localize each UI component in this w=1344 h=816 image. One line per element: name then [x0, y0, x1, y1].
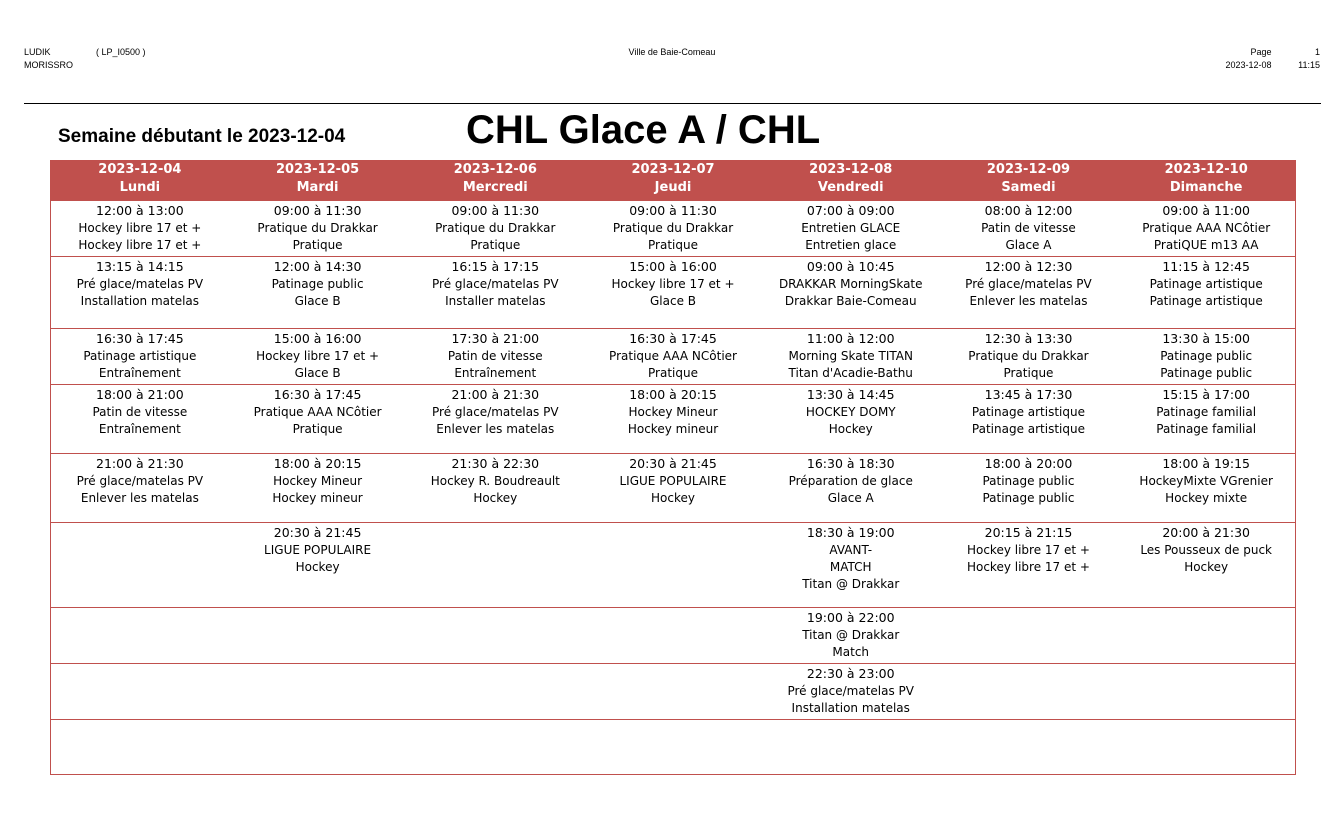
event-text: Pratique — [470, 237, 521, 252]
print-info — [1211, 46, 1320, 72]
schedule-cell — [584, 523, 762, 607]
schedule-cell — [940, 329, 1118, 384]
event-time: 15:00 à 16:00 — [629, 259, 717, 274]
event-time: 19:00 à 22:00 — [806, 610, 895, 625]
schedule-cell — [406, 329, 584, 384]
event-time: 08:00 à 12:00 — [984, 203, 1073, 218]
event-time: 18:30 à 19:00 — [806, 525, 895, 540]
schedule-row — [51, 719, 1295, 774]
event-time: 18:00 à 19:15 — [1162, 456, 1250, 471]
page-label: Page — [1250, 47, 1272, 57]
day-date: 2023-12-09 — [986, 162, 1071, 177]
event-time: 16:15 à 17:15 — [451, 259, 540, 274]
event-time: 18:00 à 21:00 — [96, 387, 184, 402]
schedule-cell — [406, 720, 584, 774]
event-text: Pratique AAA NCôtier — [609, 348, 737, 363]
schedule-cell — [762, 201, 940, 256]
schedule-cell — [406, 664, 584, 719]
day-name: Vendredi — [817, 180, 884, 195]
day-date: 2023-12-06 — [453, 162, 537, 177]
schedule-row — [51, 200, 1295, 256]
event-time: 15:00 à 16:00 — [273, 331, 362, 346]
day-header-mardi — [229, 160, 407, 200]
schedule-row — [51, 607, 1295, 663]
page-title: CHL Glace A / CHL — [466, 108, 821, 152]
event-text: Patinage familial — [1156, 421, 1257, 436]
event-text: DRAKKAR MorningSkate — [778, 276, 923, 291]
schedule-cell — [940, 385, 1118, 453]
schedule-cell — [762, 608, 940, 663]
event-text: Pratique du Drakkar — [435, 220, 556, 235]
day-date: 2023-12-08 — [809, 162, 893, 177]
day-header-lundi — [51, 160, 229, 200]
event-text: Pratique — [648, 237, 698, 252]
event-text: Glace B — [650, 293, 697, 308]
event-time: 12:30 à 13:30 — [984, 331, 1073, 346]
day-name: Lundi — [119, 180, 161, 195]
schedule-cell — [940, 454, 1118, 522]
schedule-row — [51, 256, 1295, 328]
report-code: ( LP_I0500 ) — [96, 47, 146, 57]
event-time: 09:00 à 11:30 — [273, 203, 362, 218]
event-text: LIGUE POPULAIRE — [619, 473, 727, 488]
event-time: 09:00 à 10:45 — [806, 259, 895, 274]
event-text: Patin de vitesse — [447, 348, 543, 363]
event-text: Hockey Mineur — [273, 473, 363, 488]
event-text: Pré glace/matelas PV — [76, 276, 204, 291]
event-text: Patinage public — [1160, 348, 1253, 363]
organization-name: Ville de Baie-Comeau — [628, 47, 716, 57]
schedule-cell — [940, 257, 1118, 328]
day-name: Samedi — [1001, 180, 1056, 195]
event-text: Pré glace/matelas PV — [432, 276, 559, 291]
day-header-samedi — [940, 160, 1118, 200]
event-text: HockeyMixte VGrenier — [1139, 473, 1273, 488]
schedule-cell — [406, 257, 584, 328]
schedule-cell — [51, 201, 229, 256]
event-time: 16:30 à 17:45 — [96, 331, 184, 346]
event-text: Pratique — [648, 365, 698, 380]
schedule-cell — [584, 257, 762, 328]
event-text: Hockey R. Boudreault — [430, 473, 560, 488]
schedule-cell — [1117, 329, 1295, 384]
schedule-cell — [51, 385, 229, 453]
event-text: Enlever les matelas — [80, 490, 199, 505]
schedule-cell — [51, 608, 229, 663]
event-time: 11:00 à 12:00 — [806, 331, 895, 346]
schedule-cell — [229, 201, 407, 256]
schedule-cell — [584, 385, 762, 453]
day-header-vendredi — [762, 160, 940, 200]
event-text: Entretien GLACE — [801, 220, 901, 235]
event-time: 21:30 à 22:30 — [451, 456, 540, 471]
event-text: Patinage familial — [1156, 404, 1257, 419]
event-text: Hockey Mineur — [628, 404, 718, 419]
schedule-cell — [51, 257, 229, 328]
schedule-cell — [584, 720, 762, 774]
event-text: Glace B — [294, 365, 341, 380]
schedule-cell — [940, 720, 1118, 774]
event-text: Entraînement — [98, 365, 181, 380]
schedule-cell — [1117, 454, 1295, 522]
event-text: Hockey — [1184, 559, 1229, 574]
event-time: 22:30 à 23:00 — [806, 666, 895, 681]
event-text: Hockey mineur — [627, 421, 719, 436]
event-time: 11:15 à 12:45 — [1162, 259, 1250, 274]
event-time: 13:30 à 15:00 — [1162, 331, 1250, 346]
schedule-row — [51, 328, 1295, 384]
schedule-cell — [229, 664, 407, 719]
schedule-cell — [229, 454, 407, 522]
day-date: 2023-12-07 — [631, 162, 715, 177]
schedule-cell — [229, 523, 407, 607]
event-text: Titan @ Drakkar — [802, 576, 900, 591]
schedule-row — [51, 522, 1295, 607]
schedule-cell — [940, 523, 1118, 607]
event-time: 18:00 à 20:15 — [273, 456, 362, 471]
event-text: Installer matelas — [445, 293, 546, 308]
event-time: 13:45 à 17:30 — [984, 387, 1073, 402]
event-time: 07:00 à 09:00 — [806, 203, 895, 218]
event-time: 09:00 à 11:00 — [1162, 203, 1250, 218]
event-text: Hockey libre 17 et + — [78, 220, 202, 235]
event-text: Patinage public — [271, 276, 364, 291]
event-time: 21:00 à 21:30 — [451, 387, 540, 402]
event-text: Pré glace/matelas PV — [787, 683, 915, 698]
event-text: PratiQUE m13 AA — [1153, 237, 1259, 252]
event-text: Hockey — [651, 490, 695, 505]
event-text: Hockey libre 17 et + — [256, 348, 380, 363]
schedule-cell — [1117, 664, 1295, 719]
event-time: 13:30 à 14:45 — [806, 387, 895, 402]
day-name: Dimanche — [1169, 180, 1243, 195]
event-text: Pratique AAA NCôtier — [253, 404, 382, 419]
event-text: Glace B — [294, 293, 341, 308]
event-text: Installation matelas — [80, 293, 200, 308]
schedule-cell — [1117, 608, 1295, 663]
event-text: Entraînement — [98, 421, 181, 436]
schedule-cell — [762, 385, 940, 453]
event-time: 13:15 à 14:15 — [96, 259, 184, 274]
event-time: 21:00 à 21:30 — [96, 456, 184, 471]
event-time: 09:00 à 11:30 — [451, 203, 540, 218]
day-date: 2023-12-10 — [1164, 162, 1248, 177]
schedule-cell — [51, 454, 229, 522]
schedule-grid — [50, 160, 1296, 775]
schedule-cell — [762, 329, 940, 384]
schedule-cell — [406, 385, 584, 453]
event-text: Patinage artistique — [83, 348, 197, 363]
event-text: Glace A — [1005, 237, 1052, 252]
event-time: 18:00 à 20:00 — [984, 456, 1073, 471]
event-text: Pré glace/matelas PV — [76, 473, 204, 488]
schedule-cell — [762, 454, 940, 522]
schedule-cell — [940, 608, 1118, 663]
event-text: HOCKEY DOMY — [805, 404, 896, 419]
event-text: Hockey mineur — [272, 490, 363, 505]
week-label: Semaine débutant le 2023-12-04 — [58, 126, 346, 147]
event-text: MATCH — [829, 559, 872, 574]
event-text: Les Pousseux de puck — [1140, 542, 1272, 557]
event-text: Enlever les matelas — [436, 421, 555, 436]
event-text: Entretien glace — [805, 237, 897, 252]
print-date: 2023-12-08 — [1225, 60, 1272, 70]
event-text: Hockey mixte — [1165, 490, 1248, 505]
event-time: 20:30 à 21:45 — [629, 456, 717, 471]
event-time: 20:30 à 21:45 — [273, 525, 362, 540]
schedule-cell — [1117, 385, 1295, 453]
event-time: 15:15 à 17:00 — [1162, 387, 1250, 402]
event-text: Glace A — [827, 490, 874, 505]
schedule-cell — [229, 257, 407, 328]
schedule-cell — [584, 329, 762, 384]
event-text: Hockey — [828, 421, 873, 436]
event-text: Préparation de glace — [788, 473, 913, 488]
event-text: Patinage public — [982, 490, 1075, 505]
event-time: 12:00 à 12:30 — [984, 259, 1073, 274]
event-time: 16:30 à 18:30 — [806, 456, 895, 471]
schedule-cell — [51, 523, 229, 607]
schedule-cell — [51, 329, 229, 384]
event-text: LIGUE POPULAIRE — [264, 542, 372, 557]
event-text: Hockey — [473, 490, 518, 505]
schedule-cell — [940, 201, 1118, 256]
schedule-row — [51, 663, 1295, 719]
schedule-cell — [51, 664, 229, 719]
event-time: 18:00 à 20:15 — [629, 387, 717, 402]
day-header-jeudi — [584, 160, 762, 200]
day-date: 2023-12-05 — [276, 162, 360, 177]
schedule-cell — [762, 257, 940, 328]
schedule-cell — [229, 608, 407, 663]
schedule-cell — [762, 664, 940, 719]
event-text: Pratique du Drakkar — [257, 220, 378, 235]
event-text: Patinage artistique — [971, 421, 1085, 436]
event-text: Pratique — [292, 237, 343, 252]
event-time: 12:00 à 13:00 — [96, 203, 184, 218]
user-line-2: MORISSRO — [24, 60, 74, 70]
event-text: AVANT- — [829, 542, 873, 557]
schedule-cell — [406, 201, 584, 256]
event-text: Entraînement — [454, 365, 537, 380]
event-text: Drakkar Baie-Comeau — [784, 293, 917, 308]
event-time: 16:30 à 17:45 — [629, 331, 717, 346]
event-time: 16:30 à 17:45 — [273, 387, 362, 402]
event-text: Pratique — [292, 421, 343, 436]
page-number: 1 — [1314, 47, 1320, 57]
schedule-cell — [584, 201, 762, 256]
day-name: Mercredi — [462, 180, 528, 195]
day-name: Mardi — [296, 180, 339, 195]
event-text: Titan d'Acadie-Bathu — [788, 365, 913, 380]
schedule-cell — [229, 329, 407, 384]
schedule-cell — [1117, 257, 1295, 328]
event-text: Morning Skate TITAN — [788, 348, 913, 363]
event-text: Enlever les matelas — [969, 293, 1088, 308]
event-text: Hockey libre 17 et + — [611, 276, 735, 291]
event-text: Patinage public — [982, 473, 1075, 488]
day-header-mercredi — [406, 160, 584, 200]
event-text: Pratique du Drakkar — [612, 220, 734, 235]
event-text: Installation matelas — [791, 700, 910, 715]
event-text: Pré glace/matelas PV — [965, 276, 1092, 291]
day-header-row — [51, 160, 1295, 200]
event-text: Pratique AAA NCôtier — [1142, 220, 1271, 235]
schedule-cell — [406, 608, 584, 663]
user-line-1: LUDIK — [24, 47, 51, 57]
schedule-cell — [406, 523, 584, 607]
header-divider — [24, 103, 1321, 104]
event-text: Patinage artistique — [971, 404, 1085, 419]
event-text: Patinage artistique — [1149, 276, 1263, 291]
event-text: Pratique du Drakkar — [968, 348, 1089, 363]
event-text: Hockey libre 17 et + — [78, 237, 202, 252]
event-time: 17:30 à 21:00 — [451, 331, 540, 346]
event-text: Titan @ Drakkar — [802, 627, 900, 642]
schedule-row — [51, 384, 1295, 453]
schedule-cell — [51, 720, 229, 774]
event-text: Hockey libre 17 et + — [966, 542, 1090, 557]
schedule-cell — [584, 608, 762, 663]
event-text: Pré glace/matelas PV — [432, 404, 559, 419]
schedule-row — [51, 453, 1295, 522]
event-time: 20:00 à 21:30 — [1162, 525, 1250, 540]
schedule-cell — [406, 454, 584, 522]
schedule-cell — [229, 720, 407, 774]
schedule-cell — [762, 720, 940, 774]
day-date: 2023-12-04 — [98, 162, 182, 177]
schedule-cell — [584, 664, 762, 719]
event-time: 12:00 à 14:30 — [273, 259, 362, 274]
event-text: Patinage public — [1160, 365, 1253, 380]
schedule-cell — [584, 454, 762, 522]
schedule-cell — [229, 385, 407, 453]
schedule-cell — [940, 664, 1118, 719]
schedule-cell — [1117, 201, 1295, 256]
event-time: 09:00 à 11:30 — [629, 203, 717, 218]
event-text: Patin de vitesse — [981, 220, 1076, 235]
event-text: Hockey libre 17 et + — [966, 559, 1090, 574]
day-name: Jeudi — [654, 180, 692, 195]
schedule-cell — [762, 523, 940, 607]
event-text: Patin de vitesse — [92, 404, 188, 419]
event-text: Hockey — [295, 559, 340, 574]
schedule-cell — [1117, 523, 1295, 607]
schedule-cell — [1117, 720, 1295, 774]
event-text: Pratique — [1003, 365, 1054, 380]
event-time: 20:15 à 21:15 — [984, 525, 1073, 540]
print-time: 11:15 — [1298, 60, 1320, 70]
event-text: Match — [832, 644, 870, 659]
event-text: Patinage artistique — [1149, 293, 1263, 308]
day-header-dimanche — [1117, 160, 1295, 200]
